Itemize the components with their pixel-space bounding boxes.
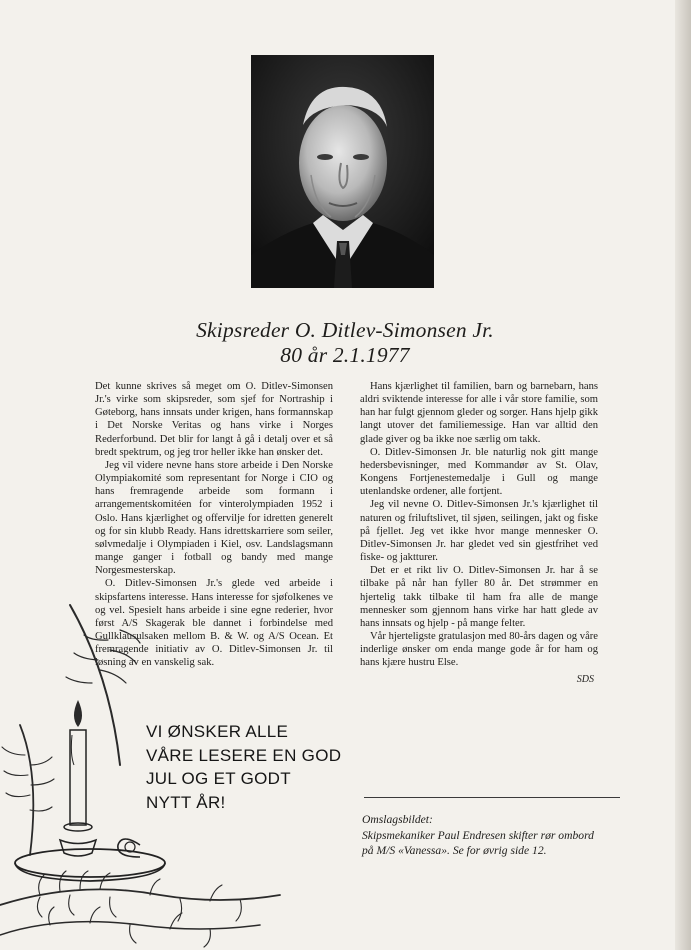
caption-text: Skipsmekaniker Paul Endresen skifter rør ombord [362, 828, 594, 842]
title-date: 80 år 2.1.1977 [280, 343, 410, 367]
paragraph: Jeg vil videre nevne hans store arbeide i Den Norske Olympiakomité som representant for Norge i CIO og hans fremragende arbeide som formann i arrangementskomitéen for vinterolympiaden 1952 i Oslo. Hans kjærlighet og offervilje for idretten generelt og for sin klubb Ready. Hans idrettskarriere som seiler, sølvmedalje i Olympiaden i Kiel, osv. Landslagsmann mange ganger i fotball og bandy med mange Norgesmesterskap. [95, 459, 333, 577]
paragraph: O. Ditlev-Simonsen Jr.'s glede ved arbeide i skipsfartens interesse. Hans interesse for sjøfolkenes ve og vel. Spesielt hans arbeide i sine egne rederier, hvor først A/S Skagerak ble dannet i forbindelse med Gullklausulsaken mellom B. & W. og A/S Ocean. Et fremragende initiativ av O. Ditlev-Simonsen Jr. til løsning av en vanskelig sak. [95, 578, 333, 669]
caption-label: Omslagsbildet: [362, 813, 433, 826]
caption-text: på M/S «Vanessa». Se for øvrig side 12. [362, 844, 547, 857]
author-signature: SDS [576, 674, 594, 686]
greeting-line: VÅRE LESERE EN GOD [146, 745, 342, 765]
greeting-line: VI ØNSKER ALLE [146, 722, 289, 741]
paragraph: Jeg vil nevne O. Ditlev-Simonsen Jr.'s kjærlighet til naturen og friluftslivet, til sjøen, seilingen, jakt og fiske på fjellet. Jeg vet ikke hvor mange mennesker O. Ditlev-Simonsen Jr. har gledet ved sin gjestfrihet ved fiske- og jaktturer. [360, 499, 598, 564]
christmas-greeting [146, 720, 346, 814]
article-column-right [360, 380, 598, 687]
paragraph: Hans kjærlighet til familien, barn og barnebarn, hans aldri sviktende interesse for alle i vår store familie, som han har fulgt gjennom gleder og sorger. Hans hjelp gikk langt utover det familiemessige. Han var alltid den glade giver og ba ikke noe særlig om takk. [360, 381, 598, 445]
cover-caption [362, 812, 662, 859]
greeting-line: NYTT ÅR! [146, 792, 226, 812]
paragraph: O. Ditlev-Simonsen Jr. ble naturlig nok gitt mange hedersbevisninger, med Kommandør av St. Olav, Kongens Fortjenestemedalje i Gull og mange utenlandske ordener, alle fortjent. [360, 446, 598, 498]
paragraph: Det kunne skrives så meget om O. Ditlev-Simonsen Jr.'s virke som skipsreder, som sjef for Nortraship i Gøteborg, hans innsats under krigen, hans formannskap i Det Norske Veritas og hans virke i Norges Rederforbund. Det blir for langt å gå i detalj over et så bredt spektrum, og jeg tror heller ikke han ønsker det. [95, 381, 333, 458]
paragraph: Vår hjerteligste gratulasjon med 80-års dagen og våre inderlige ønsker om enda mange gode år for ham og hans kjære hustru Else. [360, 630, 598, 669]
portrait-photo [251, 55, 434, 288]
caption-divider [364, 797, 620, 798]
page-edge [675, 0, 691, 950]
paragraph: Det er et rikt liv O. Ditlev-Simonsen Jr. har å se tilbake på når han fyller 80 år. Det strømmer en hjertelig takk tilbake til ham fra alle de mange mennesker som gjennom hans virke har hatt glede av hans innsats og hjelp - på mange felter. [360, 565, 598, 629]
greeting-line: JUL OG ET GODT [146, 769, 291, 788]
title-name: Skipsreder O. Ditlev-Simonsen Jr. [196, 318, 494, 342]
article-title [150, 318, 540, 368]
